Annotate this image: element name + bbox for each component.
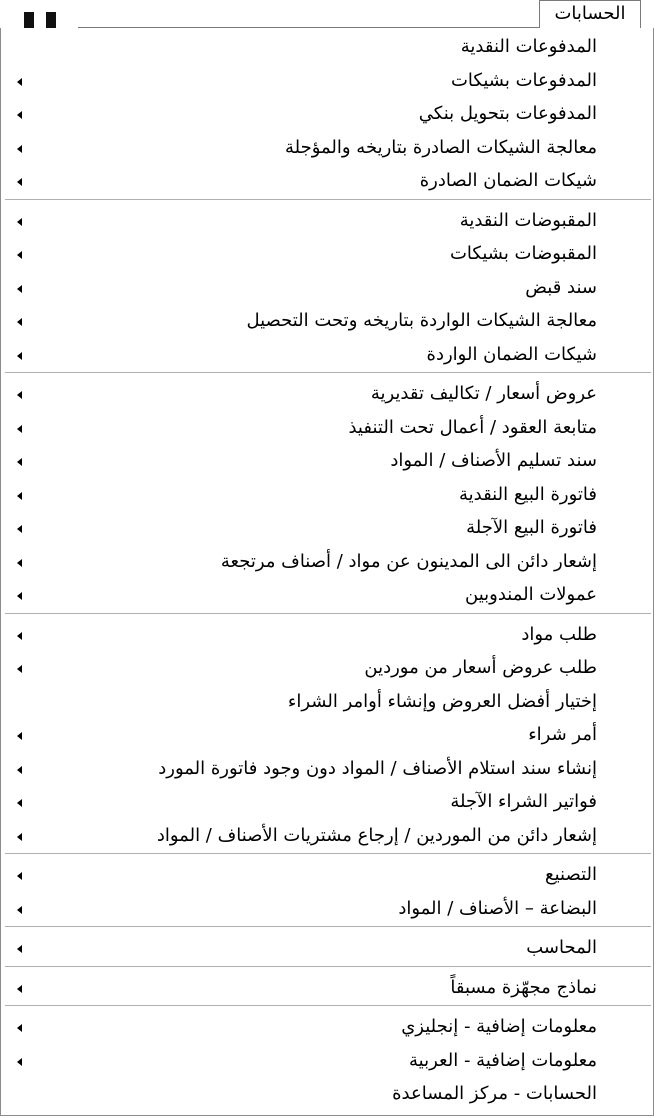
menu-item-label: شيكات الضمان الصادرة	[419, 170, 597, 191]
submenu-arrow-icon	[17, 525, 22, 533]
submenu-arrow-icon	[17, 1024, 22, 1032]
submenu-arrow-icon	[17, 732, 22, 740]
menu-item[interactable]	[1, 444, 653, 477]
menu-item[interactable]	[1, 931, 653, 964]
menu-item-label: فاتورة البيع الآجلة	[466, 517, 597, 538]
menu-item-label: الحسابات - مركز المساعدة	[392, 1083, 597, 1104]
menu-item-label: المدفوعات بشيكات	[450, 69, 597, 91]
submenu-arrow-icon	[17, 833, 22, 841]
menu-item[interactable]	[1, 785, 653, 818]
menu-separator	[5, 372, 651, 373]
submenu-arrow-icon	[17, 251, 22, 259]
menu-item[interactable]	[1, 718, 653, 751]
menubar	[0, 0, 657, 28]
menu-item-label: سند تسليم الأصناف / المواد	[390, 450, 597, 471]
submenu-arrow-icon	[17, 799, 22, 807]
menu-item-label: طلب مواد	[521, 623, 597, 645]
menu-item[interactable]	[1, 1044, 653, 1077]
menu-item[interactable]	[1, 237, 653, 270]
menu-item[interactable]	[1, 131, 653, 164]
menu-item-label: المدفوعات بتحويل بنكي	[418, 103, 597, 124]
submenu-arrow-icon	[17, 145, 22, 153]
menu-item-label: إشعار دائن الى المدينون عن مواد / أصناف مرتجعة	[220, 550, 597, 572]
menu-item[interactable]	[1, 892, 653, 925]
menu-item[interactable]	[1, 338, 653, 371]
menu-item[interactable]	[1, 618, 653, 651]
menu-item[interactable]	[1, 30, 653, 63]
menu-item-label: المحاسب	[526, 937, 597, 958]
menu-item-label: شيكات الضمان الواردة	[426, 343, 597, 365]
menubar-tab-accounts[interactable]: الحسابات	[539, 0, 641, 29]
submenu-arrow-icon	[17, 592, 22, 600]
submenu-arrow-icon	[17, 78, 22, 86]
submenu-arrow-icon	[17, 945, 22, 953]
submenu-arrow-icon	[17, 458, 22, 466]
menu-item[interactable]	[1, 64, 653, 97]
menu-separator	[5, 613, 651, 614]
submenu-arrow-icon	[17, 559, 22, 567]
menu-item[interactable]	[1, 752, 653, 785]
menu-item-label: عمولات المندوبين	[465, 584, 597, 605]
menu-item-label: إشعار دائن من الموردين / إرجاع مشتريات الأصناف / المواد	[156, 824, 597, 846]
menu-item[interactable]	[1, 204, 653, 237]
menu-item-label: طلب عروض أسعار من موردين	[364, 657, 597, 678]
menu-item-label: فاتورة البيع النقدية	[458, 483, 597, 505]
menu-item[interactable]	[1, 685, 653, 718]
submenu-arrow-icon	[17, 318, 22, 326]
menu-item[interactable]	[1, 971, 653, 1004]
submenu-arrow-icon	[17, 111, 22, 119]
menu-item-label: فواتير الشراء الآجلة	[450, 791, 597, 812]
menu-separator	[5, 199, 651, 200]
menu-item-label: التصنيع	[545, 864, 597, 885]
submenu-arrow-icon	[17, 178, 22, 186]
menu-item-label: سند قبض	[525, 276, 597, 298]
menu-item[interactable]	[1, 511, 653, 544]
menu-item-label: معلومات إضافية - العربية	[409, 1049, 597, 1071]
menu-item-label: أمر شراء	[528, 724, 597, 745]
menu-item-label: المقبوضات بشيكات	[449, 243, 597, 264]
submenu-arrow-icon	[17, 766, 22, 774]
menu-item-label: إنشاء سند استلام الأصناف / المواد دون وجود فاتورة المورد	[158, 757, 597, 779]
submenu-arrow-icon	[17, 906, 22, 914]
menu-item[interactable]	[1, 578, 653, 611]
menu-item[interactable]	[1, 271, 653, 304]
menu-item[interactable]	[1, 651, 653, 684]
menu-item-label: معلومات إضافية - إنجليزي	[401, 1016, 597, 1037]
menu-item-label: معالجة الشيكات الصادرة بتاريخه والمؤجلة	[284, 136, 597, 158]
submenu-arrow-icon	[17, 218, 22, 226]
menu-separator	[5, 853, 651, 854]
menu-separator	[5, 926, 651, 927]
submenu-arrow-icon	[17, 872, 22, 880]
menu-separator	[5, 1005, 651, 1006]
menu-item-label: متابعة العقود / أعمال تحت التنفيذ	[348, 416, 597, 438]
menu-item-label: نماذج مجهّزة مسبقاً	[450, 976, 597, 998]
submenu-arrow-icon	[17, 1058, 22, 1066]
menu-item[interactable]	[1, 304, 653, 337]
submenu-arrow-icon	[17, 352, 22, 360]
submenu-arrow-icon	[17, 632, 22, 640]
submenu-arrow-icon	[17, 391, 22, 399]
menu-item[interactable]	[1, 411, 653, 444]
submenu-arrow-icon	[17, 665, 22, 673]
menu-item[interactable]	[1, 1077, 653, 1110]
menu-item[interactable]	[1, 478, 653, 511]
menu-item-label: المدفوعات النقدية	[460, 36, 597, 57]
menu-item-label: البضاعة – الأصناف / المواد	[398, 897, 597, 919]
menu-separator	[5, 966, 651, 967]
submenu-arrow-icon	[17, 492, 22, 500]
menu-item[interactable]	[1, 1010, 653, 1043]
menu-item[interactable]	[1, 164, 653, 197]
menu-item[interactable]	[1, 377, 653, 410]
accounts-dropdown-menu	[0, 28, 654, 1116]
menu-item-label: إختيار أفضل العروض وإنشاء أوامر الشراء	[287, 690, 597, 712]
menu-item-label: المقبوضات النقدية	[459, 209, 597, 231]
menu-item-label: معالجة الشيكات الواردة بتاريخه وتحت التحصيل	[246, 310, 597, 331]
submenu-arrow-icon	[17, 985, 22, 993]
menu-item-label: عروض أسعار / تكاليف تقديرية	[370, 383, 597, 404]
menu-item[interactable]	[1, 97, 653, 130]
menu-item[interactable]	[1, 545, 653, 578]
submenu-arrow-icon	[17, 425, 22, 433]
submenu-arrow-icon	[17, 285, 22, 293]
menu-item[interactable]	[1, 819, 653, 852]
menu-item[interactable]	[1, 858, 653, 891]
